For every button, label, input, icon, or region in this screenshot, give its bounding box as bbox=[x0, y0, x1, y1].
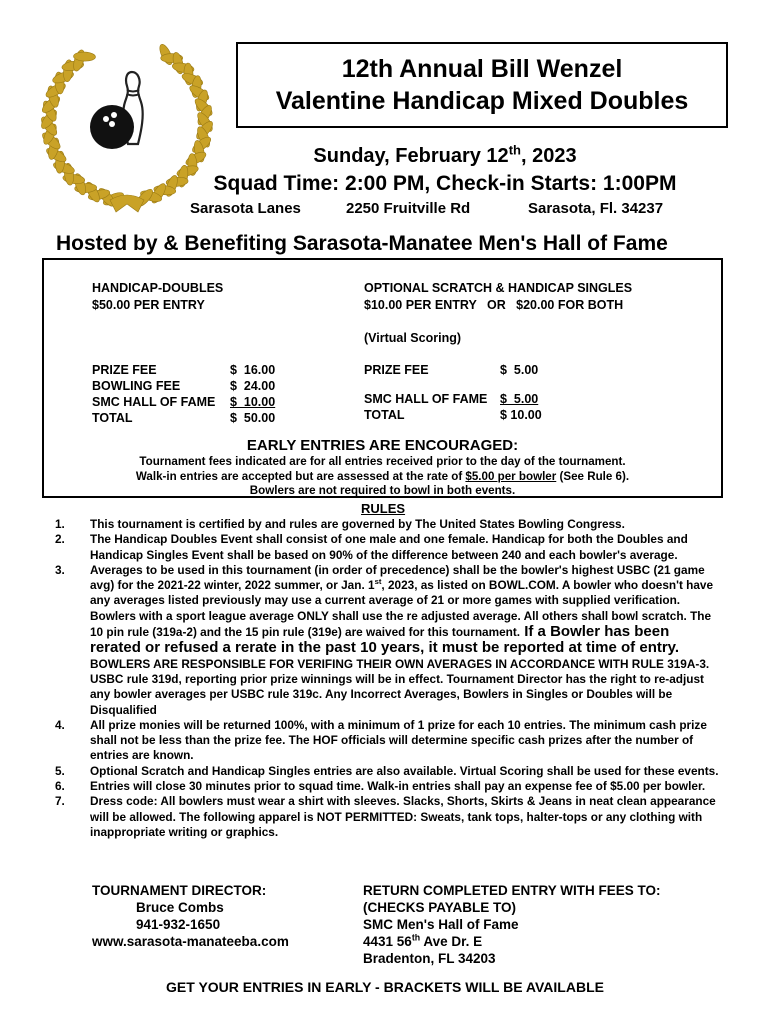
walkin-rate: $5.00 per bowler bbox=[465, 469, 557, 483]
fee-label: TOTAL bbox=[364, 408, 405, 422]
event-date bbox=[200, 142, 690, 168]
date-sup: th bbox=[508, 142, 521, 158]
fee-value: $ 5.00 bbox=[500, 392, 539, 406]
venue-city: Sarasota, Fl. 34237 bbox=[528, 200, 664, 217]
early-line-2 bbox=[44, 470, 721, 485]
rules-heading: RULES bbox=[361, 501, 406, 516]
rule3-part-c: BOWLERS ARE RESPONSIBLE FOR VERIFING THEIR OWN AVERAGES IN ACCORDANCE WITH RULE 319A-3. USBC rule 319d, reporting prior prize winnings will be in effect. Tournament Director has the right to re-adjust any bowler averages per USBC rule 319c. Any Incorrect Averages, Bowlers in Singles or Doubles will be Disqualified bbox=[90, 656, 710, 717]
org-name: SMC Men's Hall of Fame bbox=[363, 917, 519, 932]
street-sup: th bbox=[411, 932, 421, 943]
footer-note: GET YOUR ENTRIES IN EARLY - BRACKETS WILL BE AVAILABLE bbox=[166, 979, 604, 995]
rule-text bbox=[90, 563, 723, 718]
website-link[interactable]: www.sarasota-manateeba.com bbox=[92, 934, 289, 949]
hosted-by: Hosted by & Benefiting Sarasota-Manatee Men's Hall of Fame bbox=[56, 232, 668, 255]
rule3-part-a: Averages to be used in this tournament (in order of precedence) shall be the bowler's highest USBC (21 game avg) for the 2021-22 winter, 2022 summer, or Jan. 1 bbox=[90, 562, 705, 593]
return-label: RETURN COMPLETED ENTRY WITH FEES TO: bbox=[363, 883, 661, 898]
fee-label: PRIZE FEE bbox=[364, 363, 429, 377]
fee-value: $ 16.00 bbox=[230, 363, 276, 377]
rule-text: This tournament is certified by and rules are governed by The United States Bowling Congress. bbox=[90, 517, 625, 531]
fee-value: $ 50.00 bbox=[230, 411, 276, 425]
rule-item bbox=[55, 779, 723, 794]
rule-item bbox=[55, 517, 723, 532]
early-line-3: Bowlers are not required to bowl in both events. bbox=[249, 484, 516, 497]
doubles-fee-table bbox=[92, 362, 275, 426]
early-line-2a: Walk-in entries are accepted but are assessed at the rate of bbox=[135, 469, 466, 483]
fee-value: $ 10.00 bbox=[230, 395, 276, 409]
fee-label: TOTAL bbox=[92, 411, 133, 425]
street-address bbox=[363, 933, 661, 950]
rule3-sup: st bbox=[374, 577, 382, 587]
rule-text: Dress code: All bowlers must wear a shirt with sleeves. Slacks, Shorts, Skirts & Jeans in neat clean appearance will be allowed. The following apparel is NOT PERMITTED: Sweats, tank tops, halter-tops or any clothing with inappropriate writing or graphics. bbox=[90, 794, 716, 839]
early-entries-text bbox=[44, 455, 721, 499]
rule-item bbox=[55, 563, 723, 718]
singles-fee-table bbox=[364, 362, 542, 423]
rule-number: 3. bbox=[55, 562, 65, 577]
doubles-title: HANDICAP-DOUBLES bbox=[92, 281, 224, 295]
fee-label: BOWLING FEE bbox=[92, 379, 181, 393]
rule-number: 7. bbox=[55, 794, 65, 809]
fee-label: SMC HALL OF FAME bbox=[92, 395, 216, 409]
rule-text: The Handicap Doubles Event shall consist of one male and one female. Handicap for both the Doubles and Handicap Singles Event shall be based on 90% of the difference between 240 and each bowler's average. bbox=[90, 532, 688, 562]
return-address-block bbox=[363, 882, 661, 967]
fee-label: PRIZE FEE bbox=[92, 363, 157, 377]
bowling-laurel-logo bbox=[40, 22, 215, 222]
rule-text: All prize monies will be returned 100%, with a minimum of 1 prize for each 10 entries. The minimum cash prize shall not be less than the prize fee. The HOF officials will determine specific cash prizes after the number of entries are known. bbox=[90, 717, 707, 763]
virtual-scoring: (Virtual Scoring) bbox=[364, 331, 462, 345]
rule-number: 5. bbox=[55, 763, 65, 778]
rule-number: 4. bbox=[55, 717, 65, 732]
bowling-ball-icon bbox=[90, 105, 134, 149]
event-title-line2: Valentine Handicap Mixed Doubles bbox=[275, 87, 689, 115]
venue-name: Sarasota Lanes bbox=[190, 200, 301, 217]
street-number: 4431 56 bbox=[363, 934, 412, 949]
venue-address: 2250 Fruitville Rd bbox=[346, 200, 471, 217]
rule-number: 1. bbox=[55, 517, 65, 531]
rule-item bbox=[55, 764, 723, 779]
fee-value: $ 10.00 bbox=[500, 408, 542, 422]
early-line-1: Tournament fees indicated are for all entries received prior to the day of the tournament. bbox=[139, 455, 626, 468]
rule-number: 6. bbox=[55, 779, 65, 794]
rule-item bbox=[55, 532, 723, 563]
rule-item bbox=[55, 718, 723, 764]
event-title-line1: 12th Annual Bill Wenzel bbox=[341, 55, 623, 83]
director-name: Bruce Combs bbox=[136, 900, 224, 915]
director-block bbox=[92, 882, 289, 950]
doubles-entry: $50.00 PER ENTRY bbox=[92, 298, 205, 312]
early-entries-heading: EARLY ENTRIES ARE ENCOURAGED: bbox=[246, 437, 519, 454]
rules-list bbox=[55, 517, 723, 840]
city-state-zip: Bradenton, FL 34203 bbox=[363, 951, 496, 966]
squad-time: Squad Time: 2:00 PM, Check-in Starts: 1:00PM bbox=[213, 172, 677, 195]
fee-label: SMC HALL OF FAME bbox=[364, 392, 488, 406]
rule3-part-b: , 2023, as listed on BOWL.COM. A bowler who doesn't have any averages listed previously may use a current average of 21 or more games with supplied verification. Bowlers with a sport league average ONLY shall use the re adjusted average. All others shall bowl scratch. The 10 pin rule (319a-2) and the 15 pin rule (319e) are waived for this tournament. bbox=[90, 578, 714, 640]
singles-title: OPTIONAL SCRATCH & HANDICAP SINGLES bbox=[364, 281, 633, 295]
fee-value: $ 5.00 bbox=[500, 363, 539, 377]
rule-number: 2. bbox=[55, 532, 65, 547]
fee-value: $ 24.00 bbox=[230, 379, 276, 393]
fees-box bbox=[42, 258, 723, 498]
director-phone: 941-932-1650 bbox=[136, 917, 221, 932]
singles-entry: $10.00 PER ENTRY OR $20.00 FOR BOTH bbox=[364, 298, 624, 312]
director-label: TOURNAMENT DIRECTOR: bbox=[92, 883, 267, 898]
rerate-notice: If a Bowler has been rerated or refused a rerate in the past 10 years, it must be reported at time of entry. bbox=[90, 623, 680, 657]
rule-item bbox=[55, 794, 723, 840]
laurel-ribbon bbox=[110, 195, 144, 212]
rule-text: Optional Scratch and Handicap Singles entries are also available. Virtual Scoring shall be used for these events. bbox=[90, 763, 719, 778]
rule-text: Entries will close 30 minutes prior to squad time. Walk-in entries shall pay an expense fee of $5.00 per bowler. bbox=[90, 779, 706, 794]
street-name: Ave Dr. E bbox=[420, 934, 483, 949]
checks-payable: (CHECKS PAYABLE TO) bbox=[363, 900, 517, 915]
date-text: Sunday, February 12 bbox=[313, 145, 509, 167]
early-line-2c: (See Rule 6). bbox=[556, 469, 630, 483]
date-year: , 2023 bbox=[520, 145, 577, 167]
title-box bbox=[236, 42, 728, 128]
